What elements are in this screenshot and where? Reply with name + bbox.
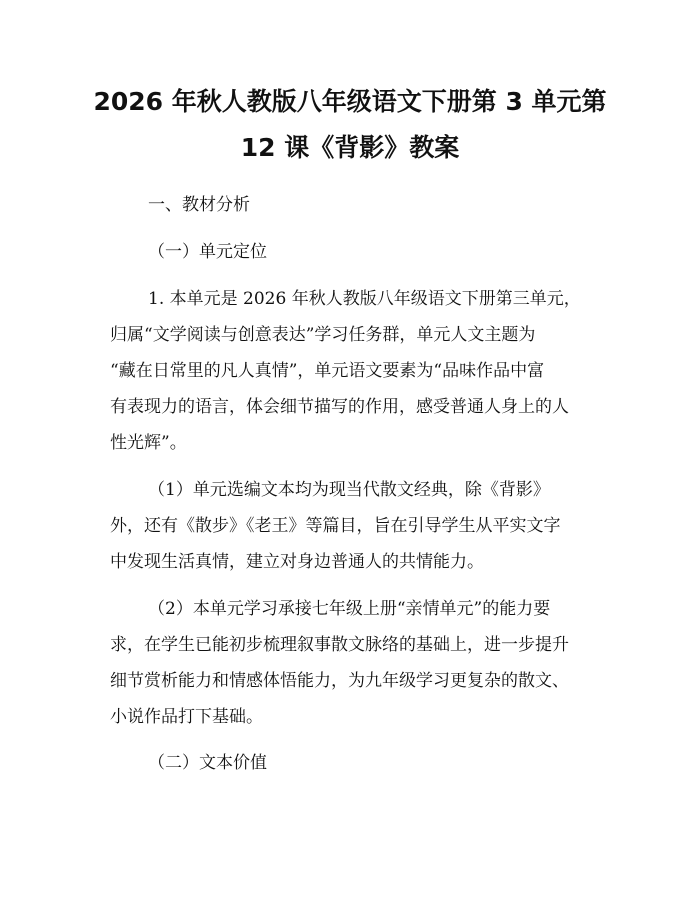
paragraph-2-line-1: （1）单元选编文本均为现当代散文经典，除《背影》 bbox=[148, 480, 550, 500]
paragraph-3-line-4: 小说作品打下基础。 bbox=[110, 707, 263, 727]
subsection-heading-text-value: （二）文本价值 bbox=[148, 753, 267, 773]
paragraph-3-line-1: （2）本单元学习承接七年级上册“亲情单元”的能力要 bbox=[148, 599, 551, 619]
paragraph-2-line-3: 中发现生活真情，建立对身边普通人的共情能力。 bbox=[110, 552, 484, 572]
paragraph-1-line-2: 归属“文学阅读与创意表达”学习任务群，单元人文主题为 bbox=[110, 325, 536, 345]
paragraph-1-line-3: “藏在日常里的凡人真情”，单元语文要素为“品味作品中富 bbox=[110, 361, 545, 381]
paragraph-2-line-2: 外，还有《散步》《老王》等篇目，旨在引导学生从平实文字 bbox=[110, 516, 561, 536]
paragraph-3-line-3: 细节赏析能力和情感体悟能力，为九年级学习更复杂的散文、 bbox=[110, 671, 569, 691]
subsection-heading-unit-positioning: （一）单元定位 bbox=[148, 242, 267, 262]
document-title-line-2: 12 课《背影》教案 bbox=[240, 133, 460, 162]
section-heading-teaching-material-analysis: 一、教材分析 bbox=[148, 195, 250, 215]
paragraph-3-line-2: 求，在学生已能初步梳理叙事散文脉络的基础上，进一步提升 bbox=[110, 635, 569, 655]
paragraph-1-line-4: 有表现力的语言，体会细节描写的作用，感受普通人身上的人 bbox=[110, 397, 569, 417]
document-title-line-1: 2026 年秋人教版八年级语文下册第 3 单元第 bbox=[93, 87, 607, 116]
paragraph-1-line-1: 1. 本单元是 2026 年秋人教版八年级语文下册第三单元， bbox=[148, 289, 581, 309]
paragraph-1-line-5: 性光辉”。 bbox=[110, 433, 187, 453]
